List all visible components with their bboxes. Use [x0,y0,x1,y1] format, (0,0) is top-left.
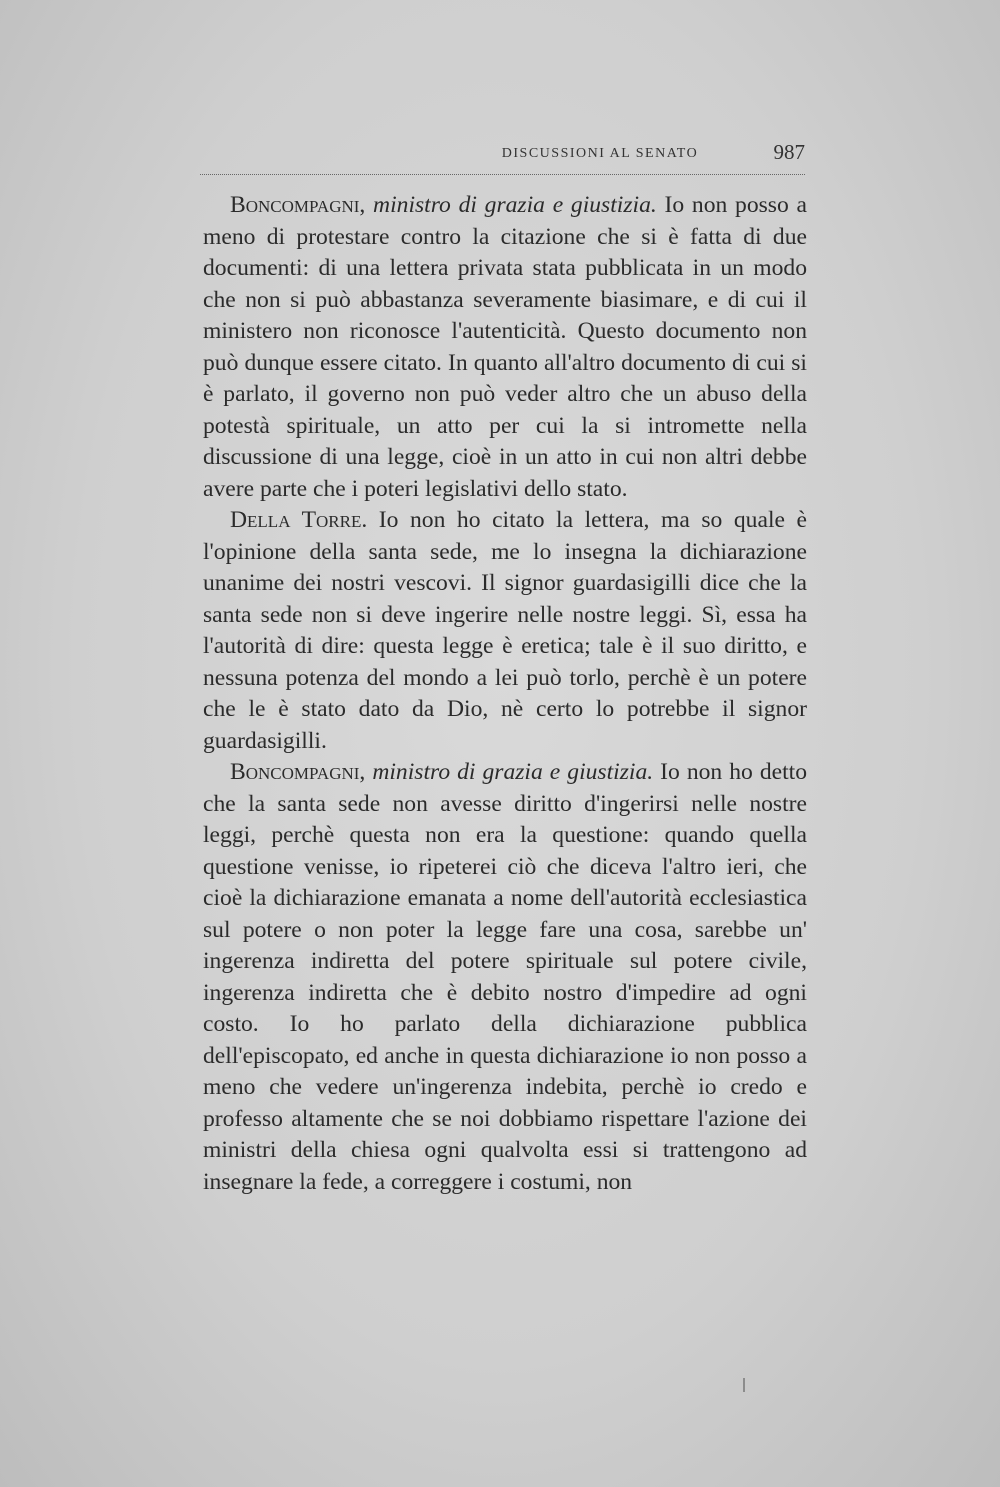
page-body [203,190,807,1198]
page-header [200,140,805,175]
paragraph-text: Io non posso a meno di protestare contro la citazione che si è fatta di due documenti: di una lettera privata stata pubblicata in un modo che non si può abbastanza severamente biasimare, e di cui il ministero non riconosce l'autenticità. Questo documento non può dunque essere citato. In quanto all'altro documento di cui si è parlato, il governo non può veder altro che un abuso della potestà spirituale, un atto per cui la si intromette nella discussione di una legge, cioè in un atto in cui non altri debbe avere parte che i poteri legislativi dello stato. [203,192,807,502]
speaker-role: ministro di grazia e giustizia. [372,759,654,785]
speaker-role: ministro di grazia e giustizia. [373,192,657,218]
paragraph-della-torre [203,505,807,757]
paper-speck [743,1378,745,1392]
paragraph-boncompagni-2 [203,757,807,1198]
running-head: DISCUSSIONI AL SENATO [501,146,699,161]
speaker-name: Boncompagni, [230,759,366,785]
page-number: 987 [773,140,805,164]
paragraph-text: Io non ho citato la lettera, ma so quale è l'opinione della santa sede, me lo insegna la dichiarazione unanime dei nostri vescovi. Il signor guardasigilli dice che la santa sede non si deve ingerire nelle nostre leggi. Sì, essa ha l'autorità di dire: questa legge è eretica; tale è il suo diritto, e nessuna potenza del mondo a lei può torlo, perchè è un potere che le è stato dato da Dio, nè certo lo potrebbe il signor guardasigilli. [203,507,808,754]
paragraph-boncompagni-1 [203,190,807,505]
speaker-name: Della Torre. [230,507,368,533]
speaker-name: Boncompagni, [230,192,366,218]
paragraph-text: Io non ho detto che la santa sede non avesse diritto d'ingerirsi nelle nostre leggi, perchè questa non era la questione: quando quella questione venisse, io ripeterei ciò che diceva l'altro ieri, che cioè la dichiarazione emanata a nome dell'autorità ecclesiastica sul potere o non poter la legge fare una cosa, sarebbe un' ingerenza indiretta del potere spirituale sul potere civile, ingerenza indiretta che è debito nostro d'impedire ad ogni costo. Io ho parlato della dichiarazione pubblica dell'episcopato, ed anche in questa dichiarazione io non posso a meno che vedere un'ingerenza indebita, perchè io credo e professo altamente che se noi dobbiamo rispettare l'azione dei ministri della chiesa ogni qualvolta essi si trattengono ad insegnare la fede, a correggere i costumi, non [203,759,807,1195]
